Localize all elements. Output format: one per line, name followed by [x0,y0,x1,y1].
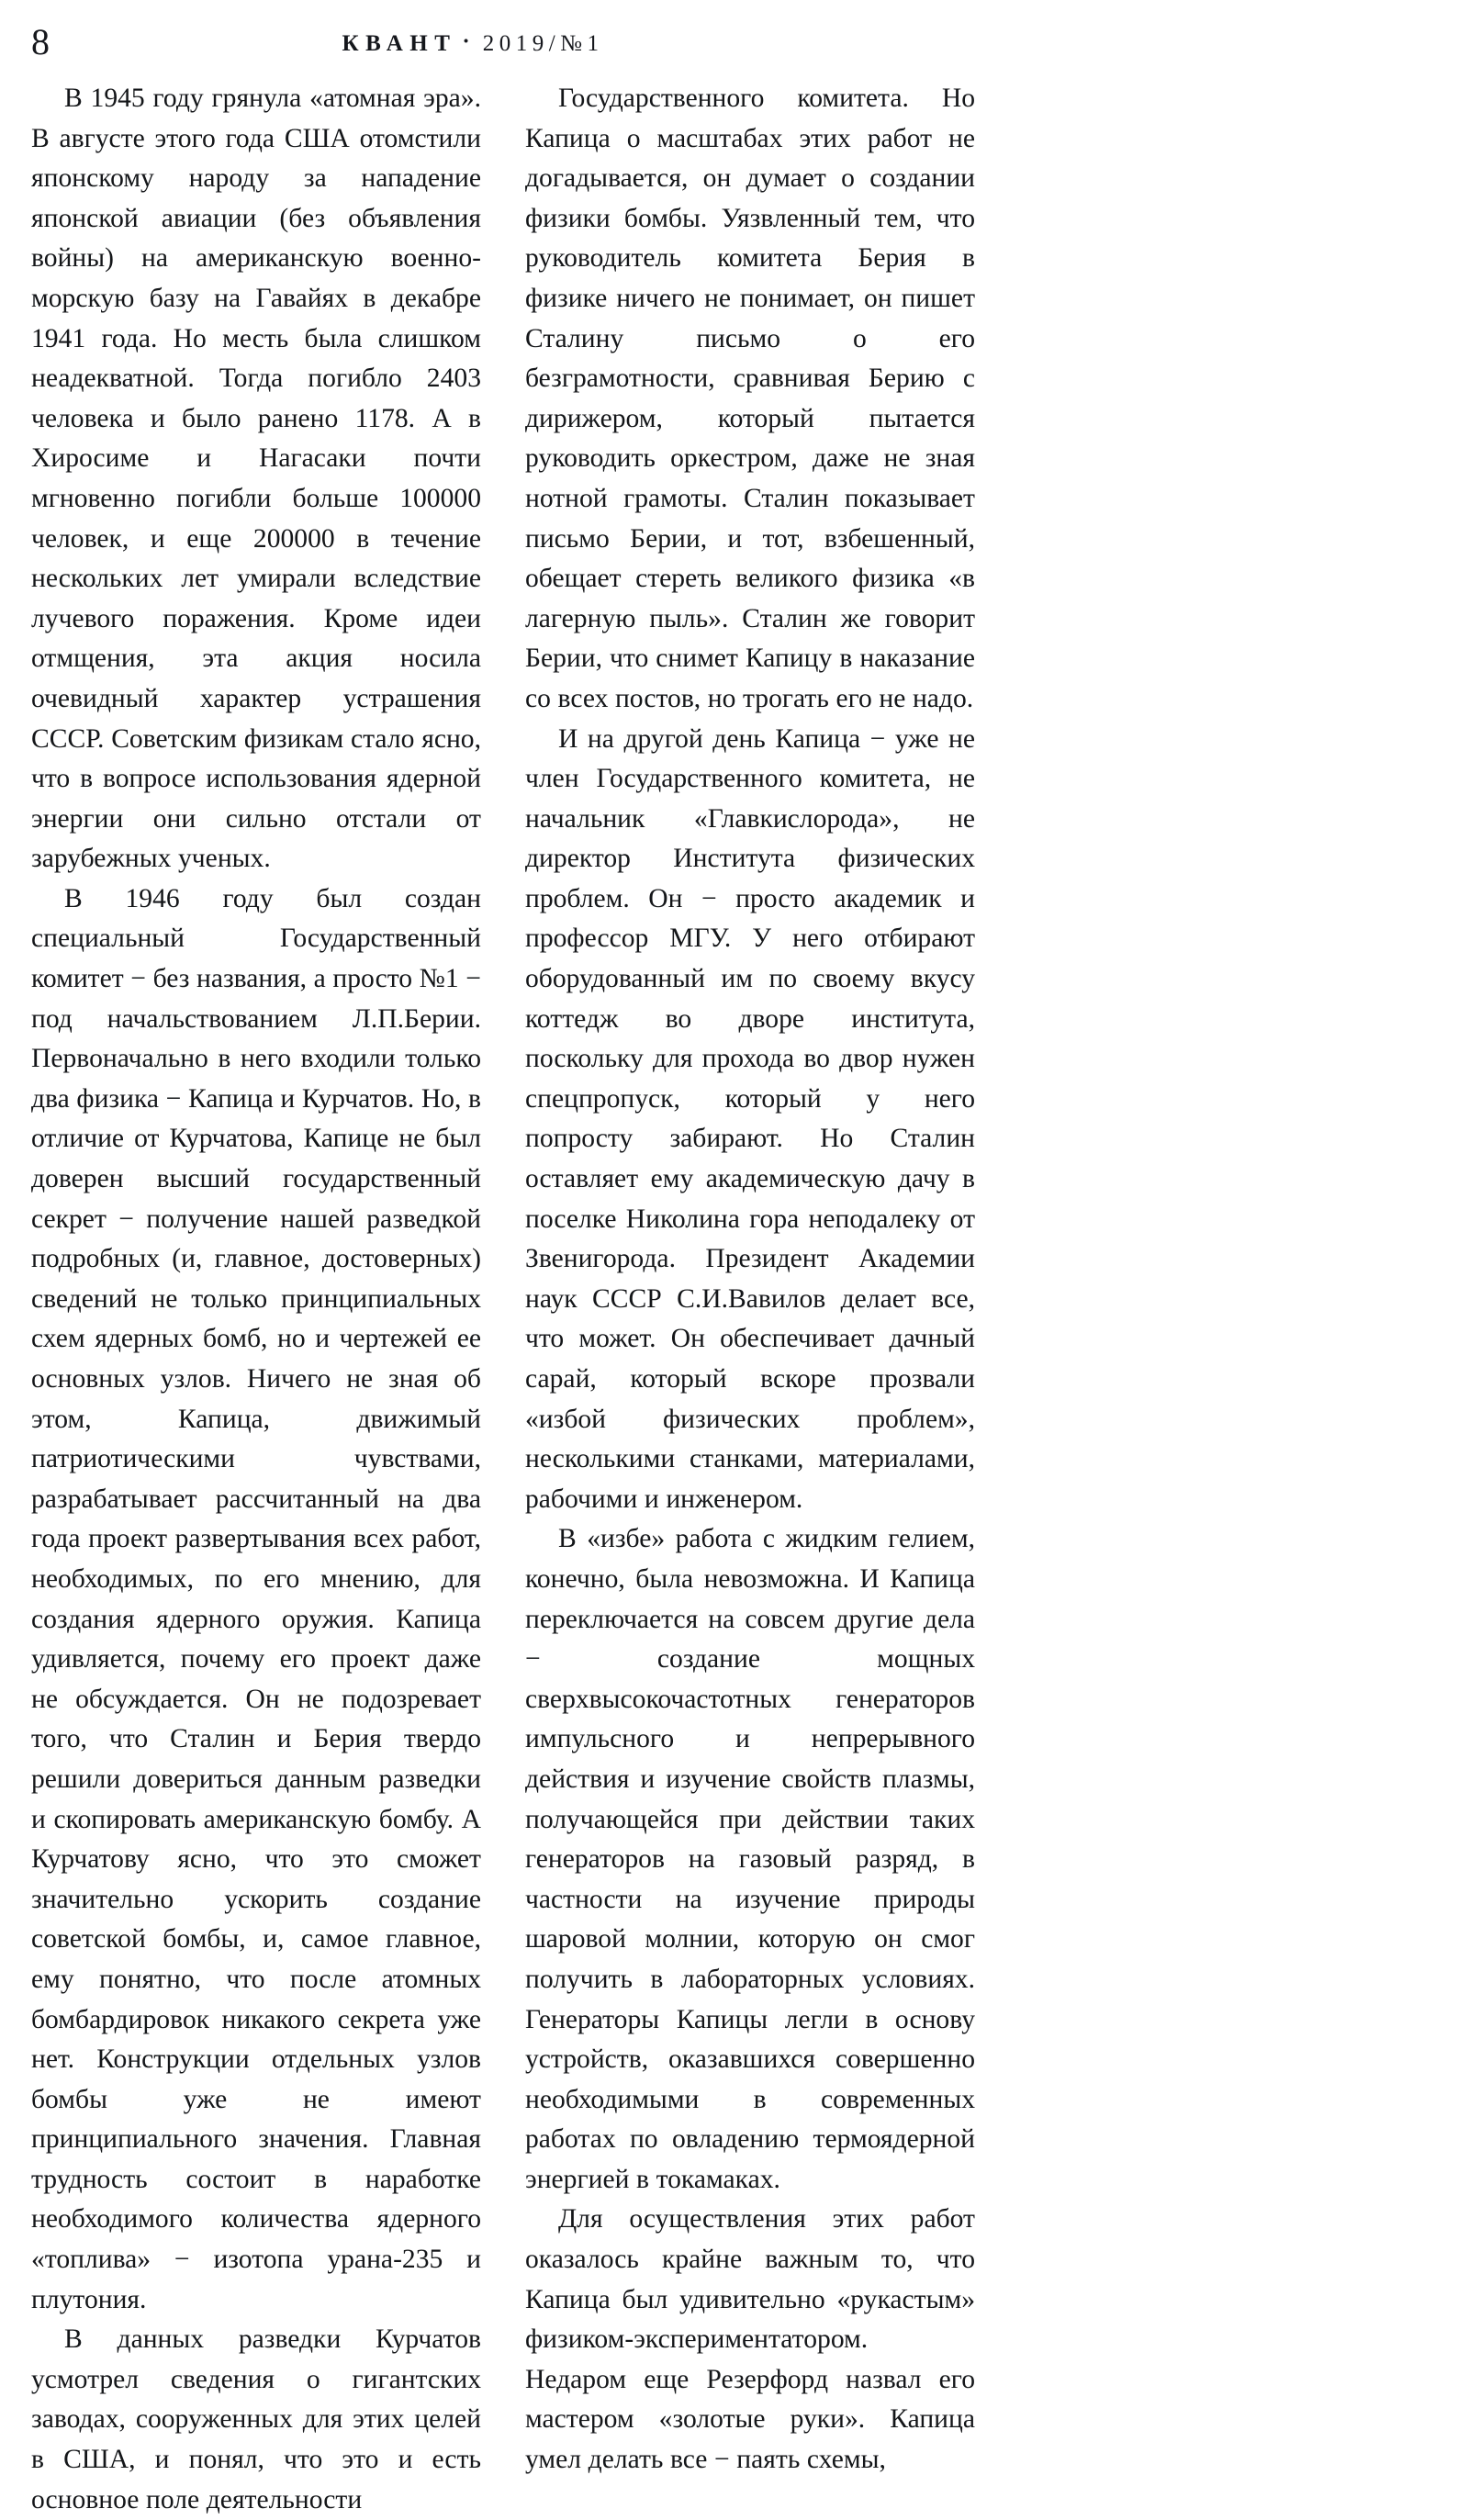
paragraph: Для осуществления этих работ оказалось крайне важным то, что Капица был удивительно «рукастым» физиком-экспериментатором. Недаром еще Резерфорд назвал его мастером «золотые руки». Капица умел делать все − паять схемы, [525,2204,975,2475]
journal-title: КВАНТ [342,31,457,56]
paragraph: Государственного комитета. Но Капица о масштабах этих работ не догадывается, он думает о создании физики бомбы. Уязвленный тем, что руководитель комитета Берия в физике ничего не понимает, он пишет Сталину письмо о его безграмотности, сравнивая Берию с дирижером, который пытается руководить оркестром, даже не зная нотной грамоты. Сталин показывает письмо Берии, и тот, взбешенный, обещает стереть великого физика «в лагерную пыль». Сталин же говорит Берии, что снимет Капицу в наказание со всех постов, но трогать его не надо. [525,84,975,713]
running-head-separator: · [462,29,470,54]
page-number: 8 [31,21,50,62]
running-head-center [0,22,946,64]
paragraph: И на другой день Капица − уже не член Государственного комитета, не начальник «Главкислорода», не директор Института физических проблем. Он − просто академик и профессор МГУ. У него отбирают оборудованный им по своему вкусу коттедж во дворе института, поскольку для прохода во двор нужен спецпропуск, который у него попросту забирают. Но Сталин оставляет ему академическую дачу в поселке Николина гора неподалеку от Звенигорода. Президент Академии наук СССР С.И.Вавилов делает все, что может. Он обеспечивает дачный сарай, который вскоре прозвали «избой физических проблем», несколькими станками, материалами, рабочими и инженером. [525,723,975,1514]
body-columns [31,79,1006,2514]
issue-label: 2019/№1 [482,31,604,56]
column-left [31,79,481,2514]
paragraph: В «избе» работа с жидким гелием, конечно, была невозможна. И Капица переключается на совсем другие дела − создание мощных сверхвысокочастотных генераторов импульсного и непрерывного действия и изучение свойств плазмы, получающейся при действии таких генераторов на газовый разряд, в частности на изучение природы шаровой молнии, которую он смог получить в лабораторных условиях. Генераторы Капицы легли в основу устройств, оказавшихся совершенно необходимыми в современных работах по овладению термоядерной энергией в токамаках. [525,1524,975,2194]
running-head [0,20,1469,64]
column-right [525,79,975,2475]
paragraph: В 1945 году грянула «атомная эра». В августе этого года США отомстили японскому народу за нападение японской авиации (без объявления войны) на американскую военно-морскую базу на Гавайях в декабре 1941 года. Но месть была слишком неадекватной. Тогда погибло 2403 человека и было ранено 1178. А в Хиросиме и Нагасаки почти мгновенно погибли больше 100000 человек, и еще 200000 в течение нескольких лет умирали вследствие лучевого поражения. Кроме идеи отмщения, эта акция носила очевидный характер устрашения СССР. Советским физикам стало ясно, что в вопросе использования ядерной энергии они сильно отстали от зарубежных ученых. [31,84,481,874]
paragraph: В данных разведки Курчатов усмотрел сведения о гигантских заводах, сооруженных для этих целей в США, и понял, что это и есть основное поле деятельности [31,2324,481,2514]
paragraph: В 1946 году был создан специальный Государственный комитет − без названия, а просто №1 − под начальствованием Л.П.Берии. Первоначально в него входили только два физика − Капица и Курчатов. Но, в отличие от Курчатова, Капице не был доверен высший государственный секрет − получение нашей разведкой подробных (и, главное, достоверных) сведений не только принципиальных схем ядерных бомб, но и чертежей ее основных узлов. Ничего не зная об этом, Капица, движимый патриотическими чувствами, разрабатывает рассчитанный на два года проект развертывания всех работ, необходимых, по его мнению, для создания ядерного оружия. Капица удивляется, почему его проект даже не обсуждается. Он не подозревает того, что Сталин и Берия твердо решили довериться данным разведки и скопировать американскую бомбу. А Курчатову ясно, что это сможет значительно ускорить создание советской бомбы, и, самое главное, ему понятно, что после атомных бомбардировок никакого секрета уже нет. Конструкции отдельных узлов бомбы уже не имеют принципиального значения. Главная трудность состоит в наработке необходимого количества ядерного «топлива» − изотопа урана-235 и плутония. [31,883,481,2314]
